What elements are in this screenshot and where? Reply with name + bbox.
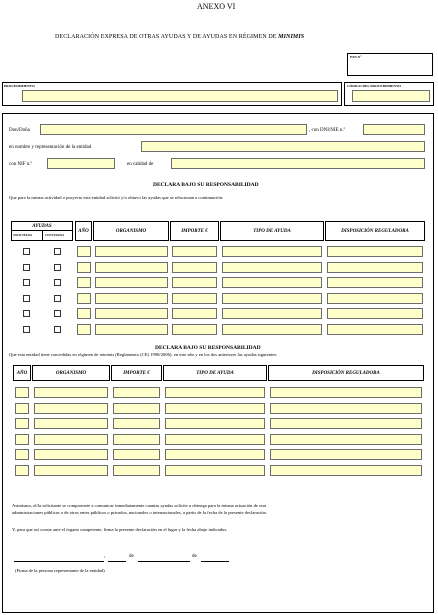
organismo-field[interactable] xyxy=(34,449,108,460)
section1-heading: DECLARA BAJO SU RESPONSABILIDAD xyxy=(153,182,259,188)
disposicion-field[interactable] xyxy=(327,246,423,257)
importe-field[interactable] xyxy=(113,403,160,414)
section2-statement-suffix: (Reglamento (CE) 1998/2006), en este año y en los dos anteriores las ayudas siguientes: xyxy=(114,352,278,357)
s2-organismo-label: ORGANISMO xyxy=(55,370,87,376)
place-line xyxy=(14,561,104,562)
organismo-field[interactable] xyxy=(34,465,108,476)
concedida-checkbox[interactable] xyxy=(54,326,61,333)
date-comma: , xyxy=(104,554,106,559)
s1-disposicion-header xyxy=(325,221,425,241)
procedure-code-label: CÓDIGO DEL PROCEDIMIENTO xyxy=(347,84,401,88)
section2-statement-prefix: Que esta entidad tiene concedidas en régimen de xyxy=(9,352,100,357)
procedure-field[interactable] xyxy=(22,90,338,102)
commitment-line-1: Asimismo, el/la solicitante se compromete a comunicar inmediatamente cuantas ayudas solicite u obtenga para la misma actuación de otra xyxy=(12,503,267,508)
importe-field[interactable] xyxy=(172,277,217,288)
s1-anio-header xyxy=(75,221,92,241)
dni-field[interactable] xyxy=(363,124,425,135)
anio-field[interactable] xyxy=(77,277,91,288)
ayudas-header-label: AYUDAS xyxy=(32,224,52,229)
anio-field[interactable] xyxy=(77,262,91,273)
organismo-field[interactable] xyxy=(95,262,168,273)
disposicion-field[interactable] xyxy=(327,324,423,335)
organismo-field[interactable] xyxy=(34,418,108,429)
tipo-field[interactable] xyxy=(165,418,265,429)
tipo-field[interactable] xyxy=(222,308,322,319)
s1-tipo-label: TIPO DE AYUDA xyxy=(253,228,291,234)
ayudas-middivider xyxy=(42,230,43,241)
section2-heading: DECLARA BAJO SU RESPONSABILIDAD xyxy=(155,345,261,351)
importe-field[interactable] xyxy=(113,449,160,460)
s2-disposicion-header xyxy=(268,365,424,381)
tipo-field[interactable] xyxy=(222,324,322,335)
s1-anio-label: AÑO xyxy=(78,228,89,234)
representation-label: en nombre y representación de la entidad xyxy=(9,145,92,150)
solicitada-checkbox[interactable] xyxy=(23,295,30,302)
s2-disposicion-label: DISPOSICIÓN REGULADORA xyxy=(312,370,380,376)
organismo-field[interactable] xyxy=(95,324,168,335)
s1-tipo-header xyxy=(220,221,324,241)
commitment-line-2: administraciones públicas o de otros entes públicos o privados, nacionales o internacionales, a partir de la fecha de la presente declaración. xyxy=(12,510,267,515)
section2-statement-emphasis: minimis xyxy=(99,352,115,357)
anio-field[interactable] xyxy=(15,465,29,476)
s1-organismo-header xyxy=(93,221,169,241)
disposicion-field[interactable] xyxy=(327,277,423,288)
concedida-header: CONCEDIDA xyxy=(45,233,64,237)
annex-title: ANEXO VI xyxy=(197,2,236,11)
concedida-checkbox[interactable] xyxy=(54,295,61,302)
concedida-checkbox[interactable] xyxy=(54,264,61,271)
disposicion-field[interactable] xyxy=(270,449,422,460)
importe-field[interactable] xyxy=(113,465,160,476)
organismo-field[interactable] xyxy=(34,403,108,414)
tipo-field[interactable] xyxy=(222,246,322,257)
organismo-field[interactable] xyxy=(95,277,168,288)
nif-field[interactable] xyxy=(47,158,115,169)
tipo-field[interactable] xyxy=(165,449,265,460)
disposicion-field[interactable] xyxy=(327,308,423,319)
anio-field[interactable] xyxy=(15,418,29,429)
s1-importe-label: IMPORTE € xyxy=(181,228,208,234)
entity-field[interactable] xyxy=(141,141,425,152)
organismo-field[interactable] xyxy=(95,293,168,304)
importe-field[interactable] xyxy=(172,308,217,319)
organismo-field[interactable] xyxy=(95,308,168,319)
registration-box-label: ESN Nº xyxy=(350,55,362,59)
s1-organismo-label: ORGANISMO xyxy=(115,228,147,234)
anio-field[interactable] xyxy=(15,387,29,398)
tipo-field[interactable] xyxy=(165,387,265,398)
tipo-field[interactable] xyxy=(222,262,322,273)
s2-importe-label: IMPORTE € xyxy=(123,370,150,376)
s2-anio-label: AÑO xyxy=(16,370,28,376)
disposicion-field[interactable] xyxy=(270,465,422,476)
main-title xyxy=(55,34,304,40)
concedida-checkbox[interactable] xyxy=(54,279,61,286)
organismo-field[interactable] xyxy=(34,434,108,445)
importe-field[interactable] xyxy=(113,418,160,429)
section2-statement xyxy=(9,353,277,358)
tipo-field[interactable] xyxy=(165,403,265,414)
dni-label: , con DNI/NIE n.º xyxy=(309,128,346,133)
section1-statement: Que para la misma actividad o proyecto esta entidad solicitó y/o obtuvo las ayudas que se relacionan a continuación: xyxy=(9,195,224,200)
solicitada-checkbox[interactable] xyxy=(23,279,30,286)
don-label: Don/Doña xyxy=(9,128,30,133)
certify-text: Y, para que así conste ante el órgano competente, firma la presente declaración en el lugar y la fecha abajo indicados. xyxy=(12,527,228,532)
s1-importe-header xyxy=(170,221,219,241)
disposicion-field[interactable] xyxy=(327,262,423,273)
disposicion-field[interactable] xyxy=(327,293,423,304)
importe-field[interactable] xyxy=(172,262,217,273)
concedida-checkbox[interactable] xyxy=(54,310,61,317)
organismo-field[interactable] xyxy=(34,387,108,398)
s2-tipo-header xyxy=(163,365,267,381)
anio-field[interactable] xyxy=(15,449,29,460)
anio-field[interactable] xyxy=(15,434,29,445)
day-line xyxy=(108,561,126,562)
procedure-code-field[interactable] xyxy=(352,90,430,102)
anio-field[interactable] xyxy=(77,293,91,304)
disposicion-field[interactable] xyxy=(270,403,422,414)
date-de-2: de xyxy=(192,554,197,559)
s1-disposicion-label: DISPOSICIÓN REGULADORA xyxy=(341,228,409,234)
importe-field[interactable] xyxy=(113,387,160,398)
anio-field[interactable] xyxy=(77,246,91,257)
solicitada-header: SOLICITADA xyxy=(13,233,32,237)
capacity-label: en calidad de xyxy=(127,162,154,167)
s2-tipo-label: TIPO DE AYUDA xyxy=(196,370,234,376)
solicitada-checkbox[interactable] xyxy=(23,248,30,255)
procedure-label: PROCEDIMIENTO xyxy=(4,84,35,88)
month-line xyxy=(138,561,190,562)
s2-anio-header xyxy=(13,365,31,381)
disposicion-field[interactable] xyxy=(270,434,422,445)
solicitada-checkbox[interactable] xyxy=(23,326,30,333)
disposicion-field[interactable] xyxy=(270,387,422,398)
importe-field[interactable] xyxy=(172,324,217,335)
main-title-text: DECLARACIÓN EXPRESA DE OTRAS AYUDAS Y DE AYUDAS EN RÉGIMEN DE xyxy=(55,34,279,40)
importe-field[interactable] xyxy=(172,246,217,257)
organismo-field[interactable] xyxy=(95,246,168,257)
s2-importe-header xyxy=(111,365,162,381)
concedida-checkbox[interactable] xyxy=(54,248,61,255)
signature-label: (Firma de la persona representante de la entidad) xyxy=(15,568,105,573)
year-line xyxy=(201,561,229,562)
importe-field[interactable] xyxy=(172,293,217,304)
nif-label: con NIF n.º xyxy=(9,162,33,167)
date-de-1: de xyxy=(129,554,134,559)
importe-field[interactable] xyxy=(113,434,160,445)
tipo-field[interactable] xyxy=(222,277,322,288)
disposicion-field[interactable] xyxy=(270,418,422,429)
solicitada-checkbox[interactable] xyxy=(23,310,30,317)
main-title-emphasis: MINIMIS xyxy=(278,34,305,40)
anio-field[interactable] xyxy=(77,324,91,335)
anio-field[interactable] xyxy=(15,403,29,414)
tipo-field[interactable] xyxy=(165,434,265,445)
capacity-field[interactable] xyxy=(171,158,425,169)
tipo-field[interactable] xyxy=(165,465,265,476)
s2-organismo-header xyxy=(32,365,110,381)
solicitada-checkbox[interactable] xyxy=(23,264,30,271)
tipo-field[interactable] xyxy=(222,293,322,304)
name-field[interactable] xyxy=(40,124,307,135)
anio-field[interactable] xyxy=(77,308,91,319)
